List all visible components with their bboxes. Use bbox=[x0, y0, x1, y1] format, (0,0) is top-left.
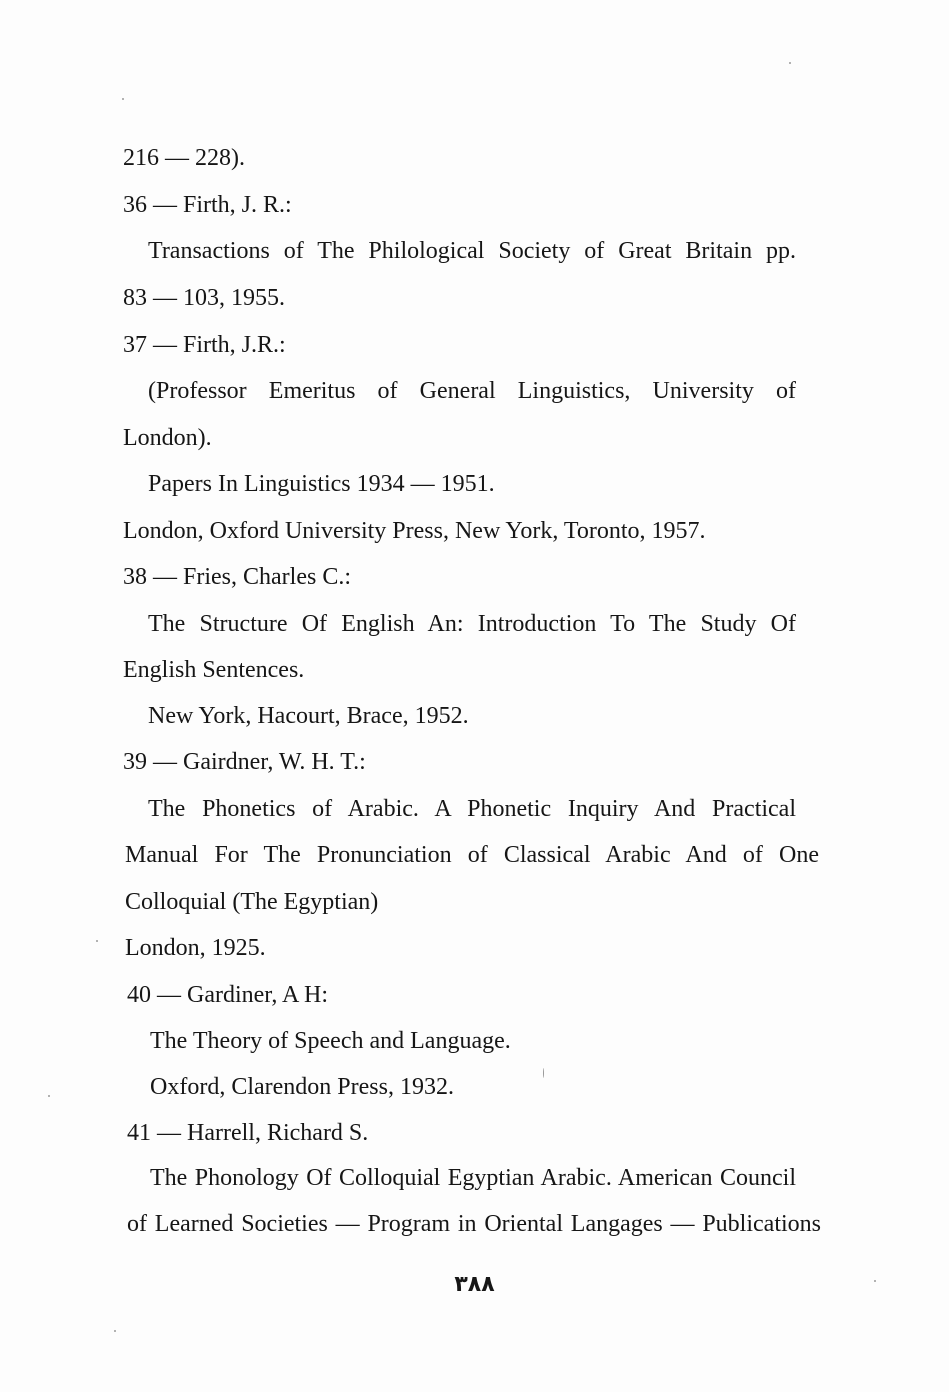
text-line-continuation: 216 — 228). bbox=[123, 145, 245, 171]
reference-40-publisher: Oxford, Clarendon Press, 1932. bbox=[150, 1074, 454, 1100]
reference-38-title-end: English Sentences. bbox=[123, 657, 305, 683]
page-number: ٣٨٨ bbox=[454, 1272, 495, 1297]
scan-speck bbox=[48, 1095, 50, 1097]
reference-41-heading: 41 — Harrell, Richard S. bbox=[127, 1120, 369, 1146]
scan-speck bbox=[114, 1330, 116, 1332]
reference-41-title: The Phonology Of Colloquial Egyptian Arabic. American Council bbox=[150, 1165, 796, 1191]
reference-39-heading: 39 — Gairdner, W. H. T.: bbox=[123, 749, 366, 775]
scan-speck bbox=[543, 1068, 544, 1078]
scan-speck bbox=[789, 62, 791, 64]
reference-38-title: The Structure Of English An: Introduction To The Study Of bbox=[148, 611, 796, 637]
reference-37-heading: 37 — Firth, J.R.: bbox=[123, 332, 286, 358]
reference-39-title-end: Colloquial (The Egyptian) bbox=[125, 889, 379, 915]
reference-37-affiliation-end: London). bbox=[123, 425, 212, 451]
reference-37-title: Papers In Linguistics 1934 — 1951. bbox=[148, 471, 495, 497]
reference-41-title-cont: of Learned Societies — Program in Oriental Langages — Publications bbox=[127, 1211, 821, 1237]
reference-40-heading: 40 — Gardiner, A H: bbox=[127, 982, 329, 1008]
scan-speck bbox=[96, 940, 98, 942]
reference-37-publisher: London, Oxford University Press, New York, Toronto, 1957. bbox=[123, 518, 706, 544]
reference-39-title-cont: Manual For The Pronunciation of Classical Arabic And of One bbox=[125, 842, 819, 868]
reference-38-publisher: New York, Hacourt, Brace, 1952. bbox=[148, 703, 469, 729]
reference-36-title: Transactions of The Philological Society of Great Britain pp. bbox=[148, 238, 796, 264]
reference-39-title: The Phonetics of Arabic. A Phonetic Inquiry And Practical bbox=[148, 796, 796, 822]
scan-speck bbox=[122, 98, 124, 100]
reference-40-title: The Theory of Speech and Language. bbox=[150, 1028, 511, 1054]
reference-36-heading: 36 — Firth, J. R.: bbox=[123, 192, 292, 218]
reference-39-publisher: London, 1925. bbox=[125, 935, 266, 961]
reference-38-heading: 38 — Fries, Charles C.: bbox=[123, 564, 351, 590]
reference-36-pages: 83 — 103, 1955. bbox=[123, 285, 285, 311]
reference-37-affiliation: (Professor Emeritus of General Linguistics, University of bbox=[148, 378, 796, 404]
scan-speck bbox=[874, 1280, 876, 1282]
